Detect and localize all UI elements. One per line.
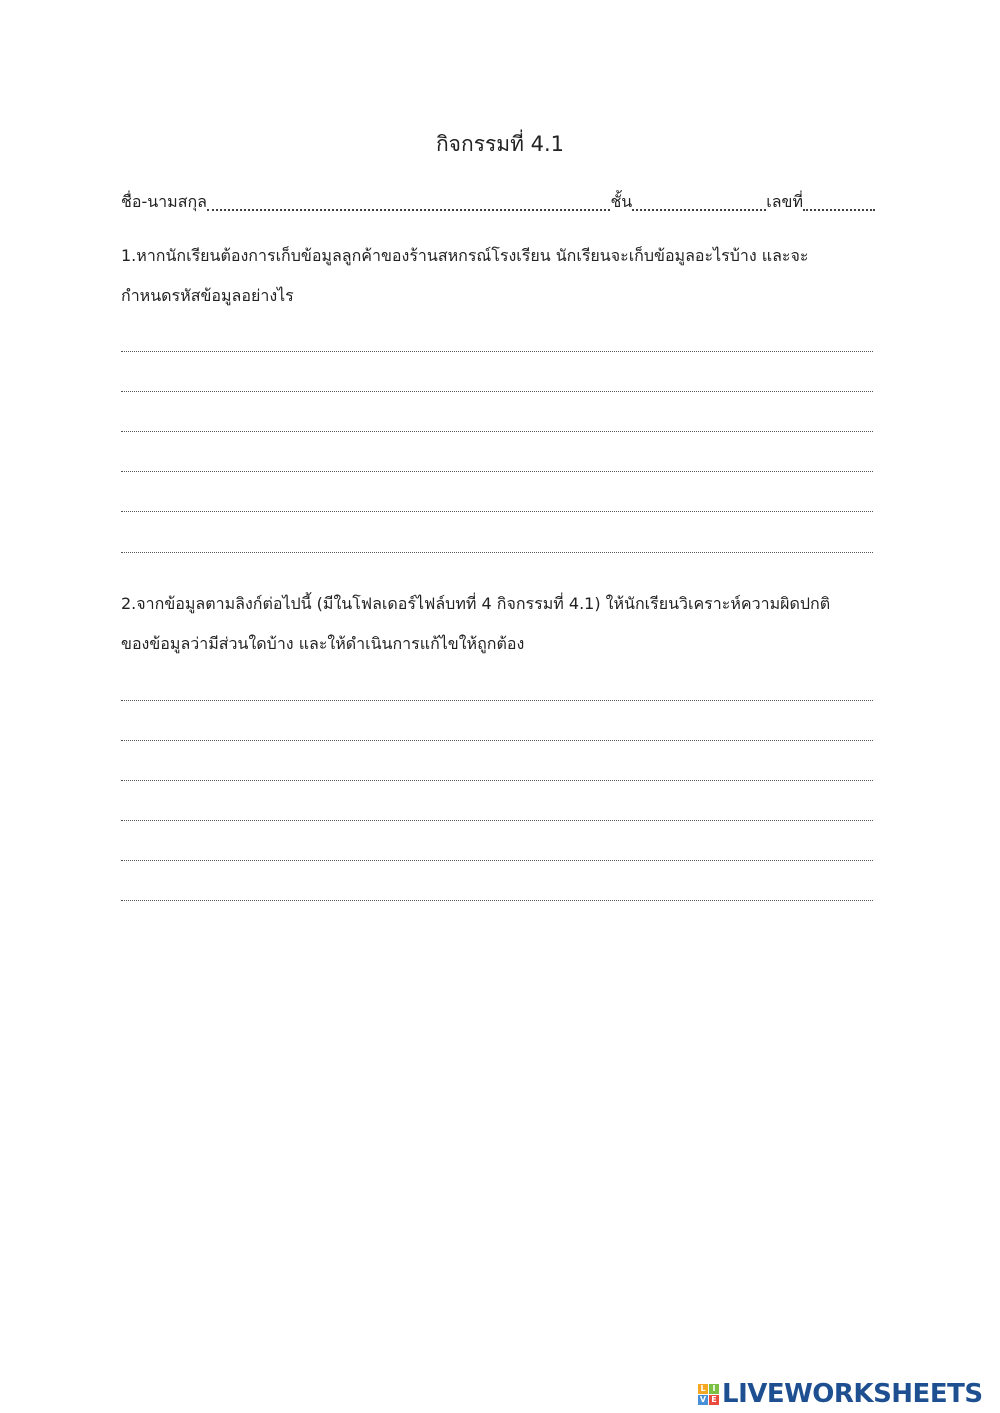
class-label: ชั้น xyxy=(610,192,633,211)
class-field[interactable] xyxy=(632,209,766,211)
logo-mark-e: E xyxy=(709,1395,719,1405)
answer-line-q1-5[interactable] xyxy=(121,511,873,512)
answer-line-q1-6[interactable] xyxy=(121,552,873,553)
liveworksheets-logo[interactable] xyxy=(698,1378,983,1410)
logo-mark-v: V xyxy=(699,1394,707,1404)
answer-line-q2-6[interactable] xyxy=(121,900,873,901)
question-2-line-2: ของข้อมูลว่ามีส่วนใดบ้าง และให้ดำเนินการแก้ไขให้ถูกต้อง xyxy=(121,634,525,653)
question-1-line-2: กำหนดรหัสข้อมูลอย่างไร xyxy=(121,286,294,305)
answer-line-q1-1[interactable] xyxy=(121,351,873,352)
question-1 xyxy=(121,236,881,316)
question-2-line-1: 2.จากข้อมูลตามลิงก์ต่อไปนี้ (มีในโฟลเดอร์ไฟล์บทที่ 4 กิจกรรมที่ 4.1) ให้นักเรียนวิเคราะห์ความผิดปกติ xyxy=(121,594,831,613)
logo-text: LIVEWORKSHEETS xyxy=(722,1379,983,1409)
page-title: กิจกรรมที่ 4.1 xyxy=(435,132,565,156)
student-info-row xyxy=(121,190,875,215)
answer-line-q2-4[interactable] xyxy=(121,820,873,821)
answer-line-q2-2[interactable] xyxy=(121,740,873,741)
answer-line-q2-5[interactable] xyxy=(121,860,873,861)
number-label: เลขที่ xyxy=(766,192,803,211)
logo-mark-l: L xyxy=(698,1384,708,1394)
name-label: ชื่อ-นามสกุล xyxy=(121,192,207,211)
name-field[interactable] xyxy=(207,209,610,211)
number-field[interactable] xyxy=(803,209,875,211)
answer-line-q1-3[interactable] xyxy=(121,431,873,432)
answer-line-q2-3[interactable] xyxy=(121,780,873,781)
question-1-line-1: 1.หากนักเรียนต้องการเก็บข้อมูลลูกค้าของร้านสหกรณ์โรงเรียน นักเรียนจะเก็บข้อมูลอะไรบ้าง และจะ xyxy=(121,246,809,265)
liveworksheets-mark-icon xyxy=(698,1384,719,1405)
answer-line-q1-4[interactable] xyxy=(121,471,873,472)
question-2 xyxy=(121,584,881,664)
answer-line-q1-2[interactable] xyxy=(121,391,873,392)
logo-mark-i: I xyxy=(709,1384,719,1394)
answer-line-q2-1[interactable] xyxy=(121,700,873,701)
